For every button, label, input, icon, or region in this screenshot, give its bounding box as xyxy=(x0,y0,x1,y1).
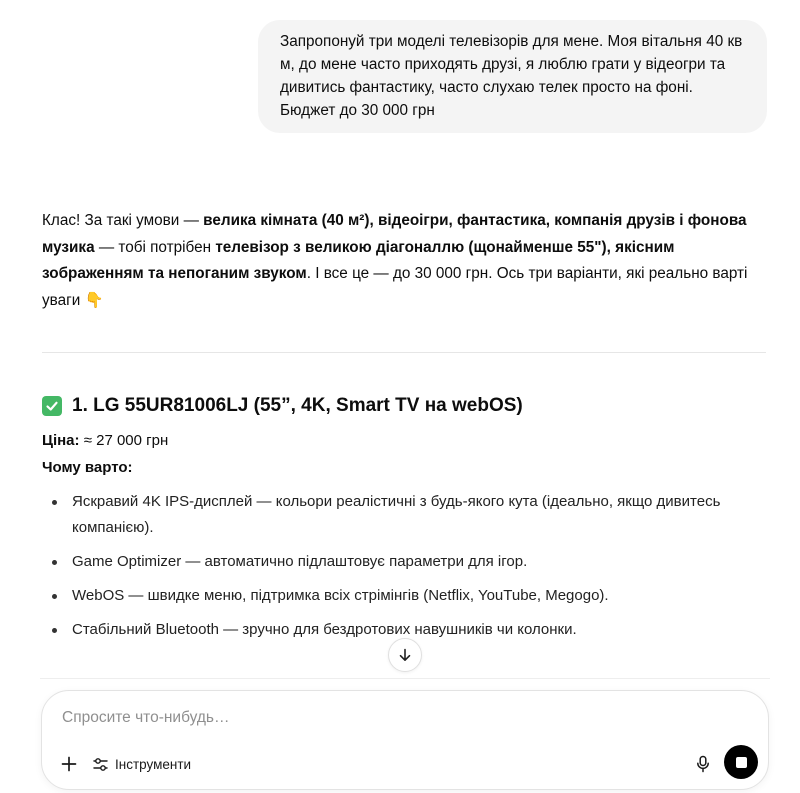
arrow-down-icon xyxy=(397,647,413,663)
prompt-input[interactable] xyxy=(62,709,662,727)
intro-text-1: Клас! За такі умови — xyxy=(42,212,204,229)
intro-text-3: . І все це — до 30 000 грн. Ось три варіанти, які реально варті уваги 👇 xyxy=(42,265,748,309)
tools-label: Інструменти xyxy=(115,756,192,772)
add-attachment-button[interactable] xyxy=(56,751,82,777)
user-message-text: Запропонуй три моделі телевізорів для мене. Моя вітальня 40 кв м, до мене часто приходять друзі, я люблю грати у відеогри та дивитись фантастику, часто слухаю телек просто на фоні. Бюджет до 30 000 грн xyxy=(280,33,743,119)
stop-icon xyxy=(736,757,747,768)
check-mark-button-icon xyxy=(42,396,62,416)
user-message-bubble xyxy=(258,20,767,133)
voice-input-button[interactable] xyxy=(690,751,716,777)
sliders-icon xyxy=(92,756,109,773)
assistant-intro xyxy=(42,208,766,314)
list-item: WebOS — швидке меню, підтримка всіх стрімінгів (Netflix, YouTube, Megogo). xyxy=(42,583,766,609)
option-1-bullets xyxy=(42,489,766,651)
assistant-message xyxy=(42,208,766,638)
message-composer xyxy=(41,690,769,790)
option-1-title xyxy=(42,395,523,417)
intro-bold-2: телевізор з великою діагоналлю (щонайменше 55"), якісним зображенням та непоганим звуком xyxy=(42,238,675,282)
list-item: Яскравий 4K IPS-дисплей — кольори реалістичні з будь-якого кута (ідеально, якщо дивитесь компанією). xyxy=(42,489,766,541)
price-label: Ціна: xyxy=(42,432,80,449)
option-1-price xyxy=(42,430,168,452)
microphone-icon xyxy=(695,755,711,773)
list-item: Стабільний Bluetooth — зручно для бездротових навушників чи колонки. xyxy=(42,617,766,643)
list-item: Game Optimizer — автоматично підлаштовує параметри для ігор. xyxy=(42,549,766,575)
option-1-title-text: 1. LG 55UR81006LJ (55”, 4K, Smart TV на webOS) xyxy=(72,395,523,416)
section-divider xyxy=(42,352,766,353)
scroll-to-bottom-button[interactable] xyxy=(388,638,422,672)
composer-separator xyxy=(40,678,770,683)
plus-icon xyxy=(60,755,78,773)
intro-text-2: — тобі потрібен xyxy=(94,238,216,256)
stop-generating-button[interactable] xyxy=(724,745,758,779)
tools-button[interactable] xyxy=(92,751,191,777)
option-1-why-label: Чому варто: xyxy=(42,459,133,476)
intro-bold-1: велика кімната (40 м²), відеоігри, фантастика, компанія друзів і фонова музика xyxy=(42,212,747,256)
price-value: ≈ 27 000 грн xyxy=(79,432,169,449)
